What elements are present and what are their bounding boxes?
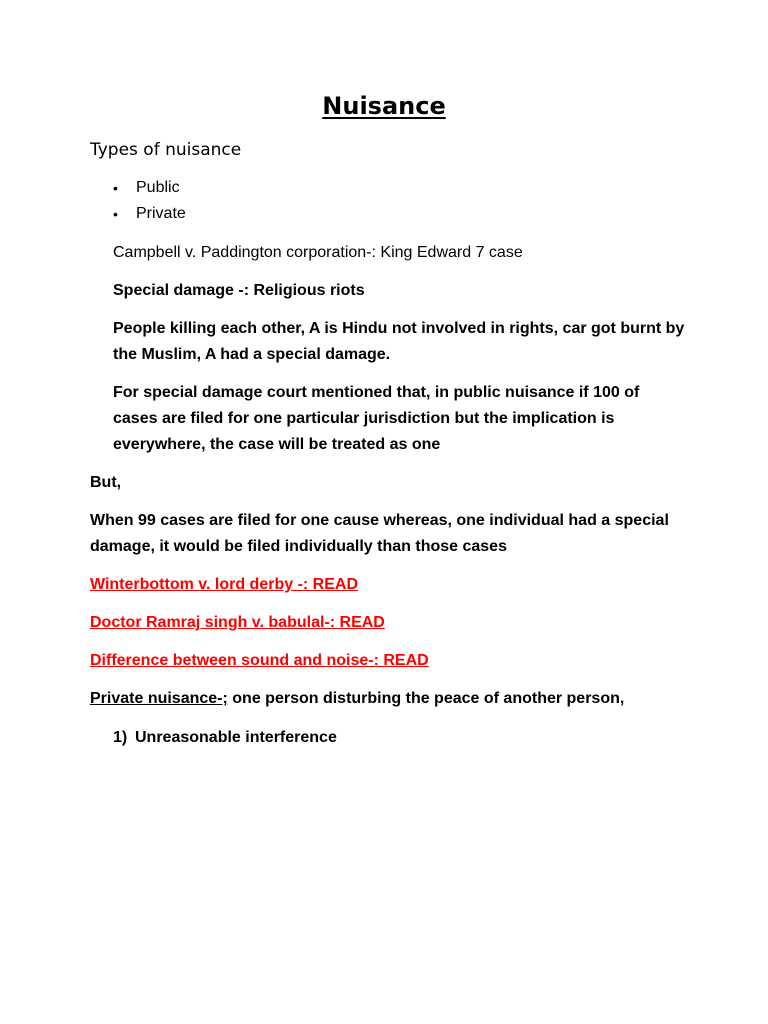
page-title: Nuisance (322, 92, 446, 120)
numbered-item-number: 1) (113, 729, 128, 746)
paragraph-99-cases: When 99 cases are filed for one cause whereas, one individual had a special damage, it would be filed individually than those cases (90, 512, 669, 555)
bullet-icon: • (113, 180, 118, 196)
types-list (113, 177, 186, 229)
paragraph-people: People killing each other, A is Hindu not involved in rights, car got burnt by the Muslim, A had a special damage. (113, 320, 685, 363)
list-item (113, 203, 186, 229)
private-nuisance-label: Private nuisance-; (90, 690, 228, 707)
case-campbell: Campbell v. Paddington corporation-: King Edward 7 case (113, 244, 523, 261)
read-link-winterbottom[interactable]: Winterbottom v. lord derby -: READ (90, 576, 358, 593)
private-nuisance-paragraph (90, 686, 710, 712)
list-item-label: Public (136, 179, 180, 196)
private-nuisance-text: one person disturbing the peace of another person, (227, 690, 625, 707)
types-heading: Types of nuisance (90, 140, 242, 160)
paragraph-but: But, (90, 474, 122, 491)
list-item-label: Private (136, 205, 186, 222)
numbered-item (113, 727, 337, 749)
list-item (113, 177, 186, 203)
paragraph-court: For special damage court mentioned that, in public nuisance if 100 of cases are filed for one particular jurisdiction but the implication is everywhere, the case will be treated as one (113, 384, 640, 453)
read-link-sound-noise[interactable]: Difference between sound and noise-: READ (90, 652, 429, 669)
bullet-icon: • (113, 206, 118, 222)
read-link-ramraj[interactable]: Doctor Ramraj singh v. babulal-: READ (90, 614, 385, 631)
numbered-item-label: Unreasonable interference (135, 729, 337, 746)
special-damage-heading: Special damage -: Religious riots (113, 282, 365, 299)
